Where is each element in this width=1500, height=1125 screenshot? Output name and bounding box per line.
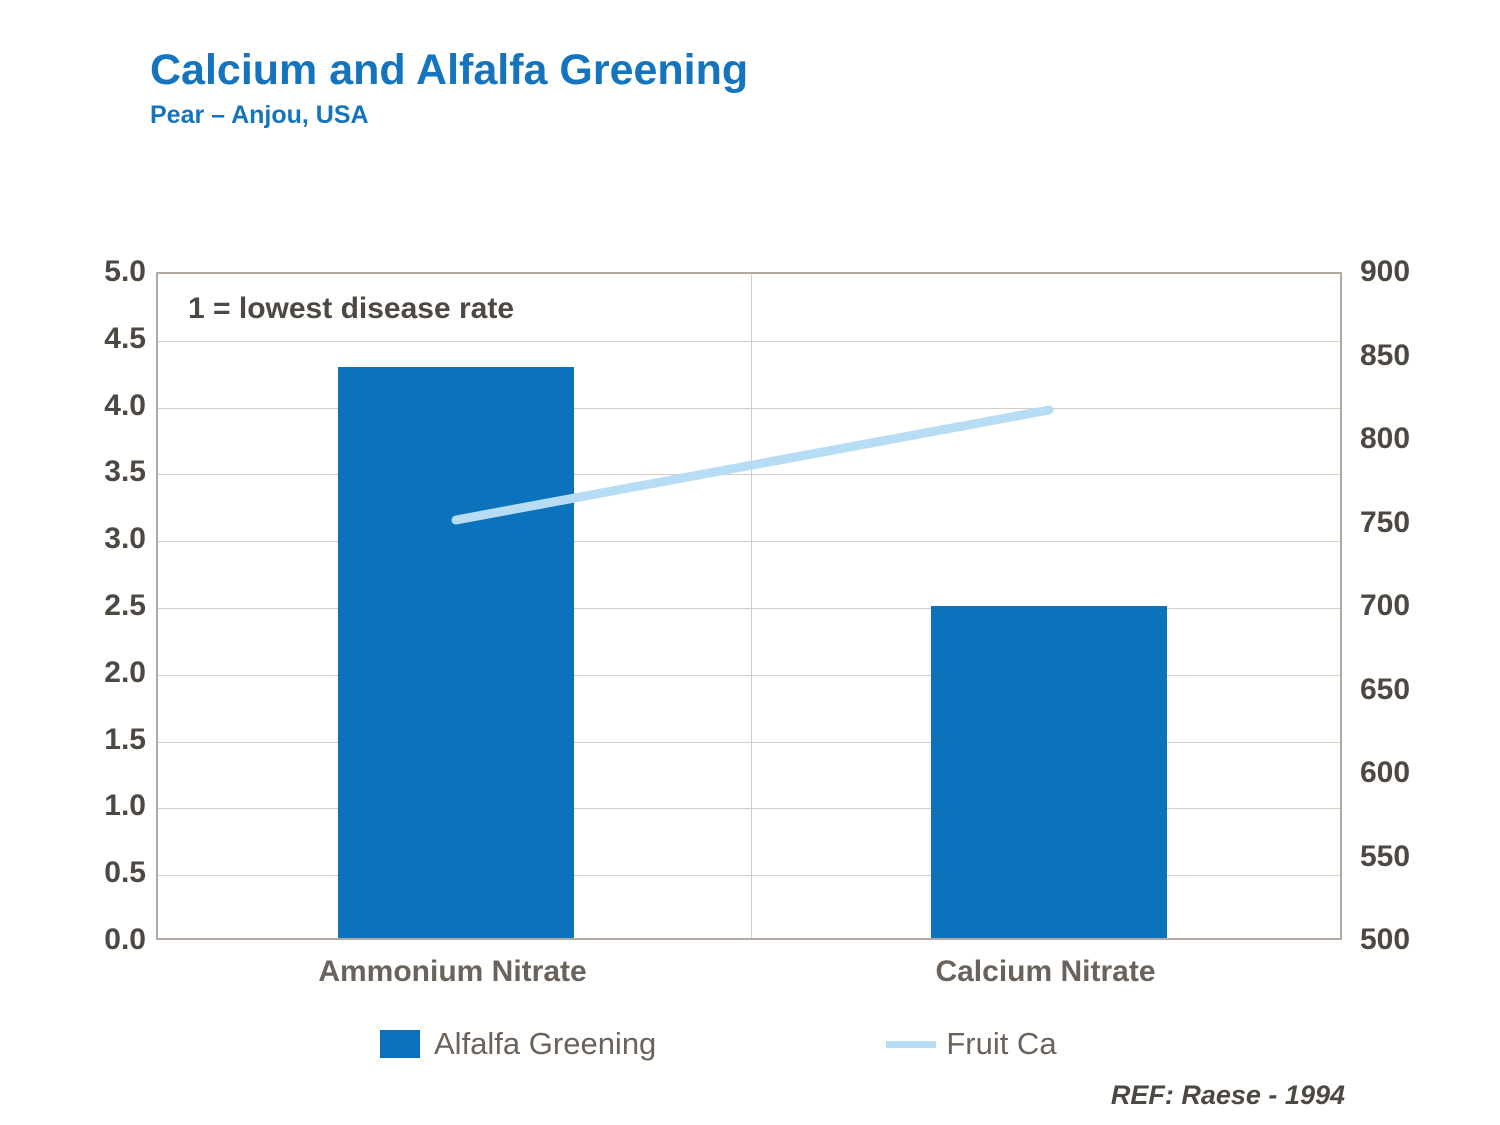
legend-swatch-bar-icon	[380, 1030, 420, 1058]
left-axis-tick: 0.5	[104, 856, 146, 890]
legend-item-fruit-ca[interactable]	[886, 1026, 1056, 1062]
right-axis-tick: 500	[1360, 923, 1411, 956]
right-axis-tick: 900	[1360, 255, 1411, 288]
legend-swatch-line-icon	[886, 1041, 936, 1048]
title-block	[150, 48, 748, 130]
category-label-calcium-nitrate: Calcium Nitrate	[935, 955, 1156, 988]
left-axis-tick: 3.5	[104, 455, 146, 489]
left-axis-tick: 2.0	[104, 655, 146, 689]
reference-note: REF: Raese - 1994	[1110, 1080, 1345, 1110]
right-axis-tick: 800	[1360, 422, 1411, 455]
right-axis-tick: 850	[1360, 338, 1411, 372]
left-axis-tick: 4.5	[104, 321, 146, 355]
chart-subtitle: Pear – Anjou, USA	[150, 101, 369, 130]
left-axis-tick: 2.5	[104, 589, 146, 622]
category-label-ammonium-nitrate: Ammonium Nitrate	[318, 955, 587, 988]
page-title: Calcium and Alfalfa Greening	[150, 46, 749, 94]
right-axis-tick: 550	[1360, 839, 1411, 873]
line-series-fruit-ca	[158, 274, 1340, 938]
left-axis-tick: 1.5	[104, 722, 146, 756]
left-axis-tick: 5.0	[104, 255, 146, 288]
legend	[380, 1026, 1180, 1062]
left-axis-tick: 3.0	[104, 522, 146, 556]
right-axis-tick: 600	[1360, 756, 1411, 789]
left-axis-tick: 0.0	[104, 923, 146, 956]
right-axis-tick: 700	[1360, 589, 1411, 622]
left-axis-tick: 4.0	[104, 388, 146, 422]
legend-item-alfalfa-greening[interactable]	[380, 1026, 656, 1062]
plot-annotation: 1 = lowest disease rate	[188, 292, 515, 325]
right-axis	[1360, 255, 1470, 956]
left-axis	[60, 255, 146, 956]
left-axis-tick: 1.0	[104, 789, 146, 823]
legend-label: Fruit Ca	[946, 1026, 1057, 1061]
right-axis-tick: 750	[1360, 505, 1411, 539]
right-axis-tick: 650	[1360, 672, 1411, 706]
plot-area	[156, 272, 1342, 940]
legend-label: Alfalfa Greening	[434, 1026, 657, 1061]
